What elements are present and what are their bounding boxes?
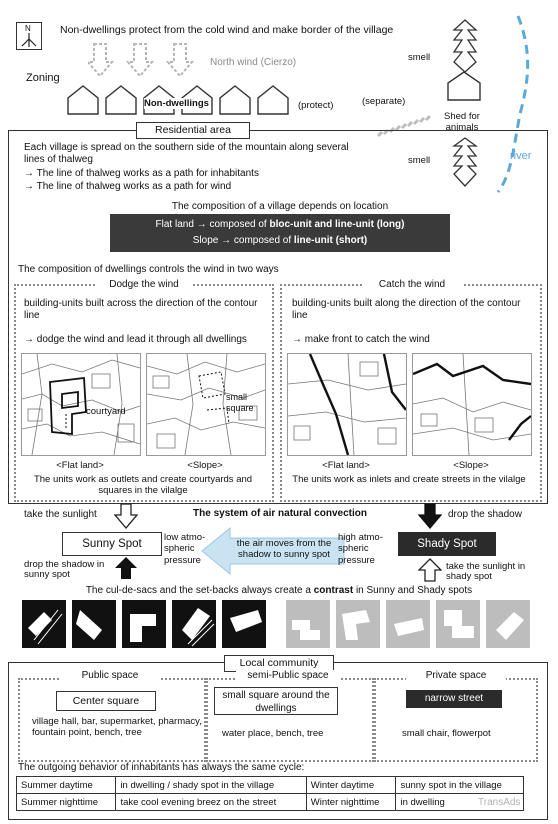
- contrast-bold: contrast: [313, 585, 354, 596]
- north-mark-letter: N: [25, 24, 31, 33]
- shady-up-arrow: [418, 558, 442, 582]
- separate-label: (separate): [362, 96, 406, 107]
- dodge-slope-label: <Slope>: [187, 460, 223, 471]
- table-cell: Summer daytime: [17, 777, 116, 794]
- protect-label: (protect): [298, 100, 334, 111]
- cycle-title: The outgoing behavior of inhabitants has always the same cycle:: [18, 762, 305, 773]
- sunlight-down-arrow: [114, 503, 138, 529]
- composition-title: The composition of a village depends on location: [171, 201, 389, 212]
- small-square-around-label: small square around the dwellings: [222, 690, 330, 714]
- table-row: [17, 794, 524, 811]
- north-mark-box: [16, 22, 42, 50]
- shady-spot-label: Shady Spot: [417, 538, 477, 550]
- private-space-header: Private space: [406, 670, 506, 682]
- small-square-box: [214, 687, 338, 715]
- center-square-box: [56, 691, 156, 711]
- narrow-street-label: narrow street: [424, 693, 484, 704]
- dodge-flat-map: [21, 353, 141, 456]
- table-row: [17, 777, 524, 794]
- flat-land-bold: bloc-unit and line-unit (long): [269, 219, 405, 230]
- public-space-header: Public space: [60, 670, 160, 682]
- smell-bottom-label: smell: [408, 155, 431, 166]
- shady-thumbnails: [286, 600, 538, 652]
- table-cell: take cool evening breez on the street: [116, 794, 306, 811]
- shed-icon: [446, 70, 482, 102]
- sunny-spot-box: [62, 532, 162, 556]
- low-pressure-label: low atmo-spheric pressure: [164, 532, 206, 566]
- dodge-flat-label: <Flat land>: [56, 460, 104, 471]
- catch-flat-label: <Flat land>: [322, 460, 370, 471]
- smell-top-icon: [450, 18, 480, 74]
- contrast-suffix: in Sunny and Shady spots: [353, 585, 473, 596]
- non-dwellings-label: Non-dwellings: [144, 98, 209, 109]
- residential-header: Residential area: [136, 122, 250, 139]
- table-cell: in dwelling: [396, 794, 524, 811]
- table-cell: Winter daytime: [306, 777, 396, 794]
- dwellings-title: The composition of dwellings controls the wind in two ways: [18, 264, 279, 275]
- small-square-label: small square: [226, 392, 254, 413]
- drop-shadow-sunny-label: drop the shadow in sunny spot: [24, 559, 105, 580]
- public-list: village hall, bar, supermarket, pharmacy, fountain point, bench, tree: [32, 716, 202, 739]
- table-cell: sunny spot in the village: [396, 777, 524, 794]
- narrow-street-box: [406, 690, 502, 708]
- catch-desc-1: building-units built along the direction of the contour line: [292, 298, 521, 321]
- north-wind-label: North wind (Cierzo): [210, 57, 297, 68]
- residential-intro-1: Each village is spread on the southern side of the mountain along several lines of thalweg: [24, 142, 349, 165]
- dodge-header: Dodge the wind: [96, 279, 192, 291]
- north-arrow-icon: [20, 33, 38, 47]
- take-sunlight-label: take the sunlight: [24, 509, 97, 520]
- dodge-footer: The units work as outlets and create courtyards and squares in the vilalge: [33, 474, 253, 497]
- sunny-thumbnails: [22, 600, 272, 652]
- sunny-spot-label: Sunny Spot: [82, 538, 142, 550]
- slope-text: Slope → composed of: [192, 235, 294, 246]
- semi-public-header: semi-Public space: [236, 670, 340, 682]
- catch-flat-map: [287, 353, 407, 456]
- table-cell: Summer nighttime: [17, 794, 116, 811]
- contrast-caption: [14, 585, 544, 597]
- table-cell: in dwelling / shady spot in the village: [116, 777, 306, 794]
- residential-intro-3: → The line of thalweg works as a path for wind: [24, 181, 232, 192]
- dodge-desc-2: → dodge the wind and lead it through all dwellings: [24, 334, 247, 345]
- residential-intro-2: → The line of thalweg works as a path for inhabitants: [24, 168, 259, 179]
- high-pressure-label: high atmo-spheric pressure: [338, 532, 383, 566]
- courtyard-label: courtyard: [86, 406, 126, 417]
- smell-top-label: smell: [408, 52, 431, 63]
- catch-slope-map: [412, 353, 532, 456]
- shadow-down-arrow: [418, 503, 442, 529]
- catch-header: Catch the wind: [362, 279, 462, 291]
- convection-title: The system of air natural convection: [193, 508, 367, 519]
- flat-land-text: Flat land → composed of: [155, 219, 270, 230]
- table-cell: Winter nighttime: [306, 794, 396, 811]
- shed-label: Shed for animals: [444, 111, 480, 134]
- shady-spot-box: [398, 532, 496, 556]
- river-label: river: [510, 150, 532, 162]
- cycle-table: [16, 776, 524, 811]
- contrast-prefix: The cul-de-sacs and the set-backs always create a: [85, 585, 314, 596]
- slope-bold: line-unit (short): [293, 235, 368, 246]
- semi-list: water place, bench, tree: [222, 728, 324, 739]
- catch-desc-2: → make front to catch the wind: [292, 334, 430, 345]
- zoning-label: Zoning: [26, 72, 60, 84]
- catch-slope-label: <Slope>: [453, 460, 489, 471]
- watermark: TransAds: [478, 797, 521, 808]
- dodge-desc-1: building-units built across the direction of the contour line: [24, 298, 258, 321]
- zoning-title: Non-dwellings protect from the cold wind and make border of the village: [60, 24, 394, 36]
- drop-shadow-label: drop the shadow: [448, 509, 522, 520]
- private-list: small chair, flowerpot: [402, 728, 491, 739]
- catch-footer: The units work as inlets and create streets in the vilalge: [292, 474, 526, 485]
- air-moves-label: the air moves from the shadow to sunny spot: [236, 538, 332, 561]
- composition-dark-box: [110, 214, 450, 252]
- center-square-label: Center square: [72, 695, 140, 707]
- take-sunlight-shady-label: take the sunlight in shady spot: [446, 561, 526, 582]
- sunny-up-arrow: [114, 556, 138, 580]
- community-header: Local community: [224, 655, 334, 672]
